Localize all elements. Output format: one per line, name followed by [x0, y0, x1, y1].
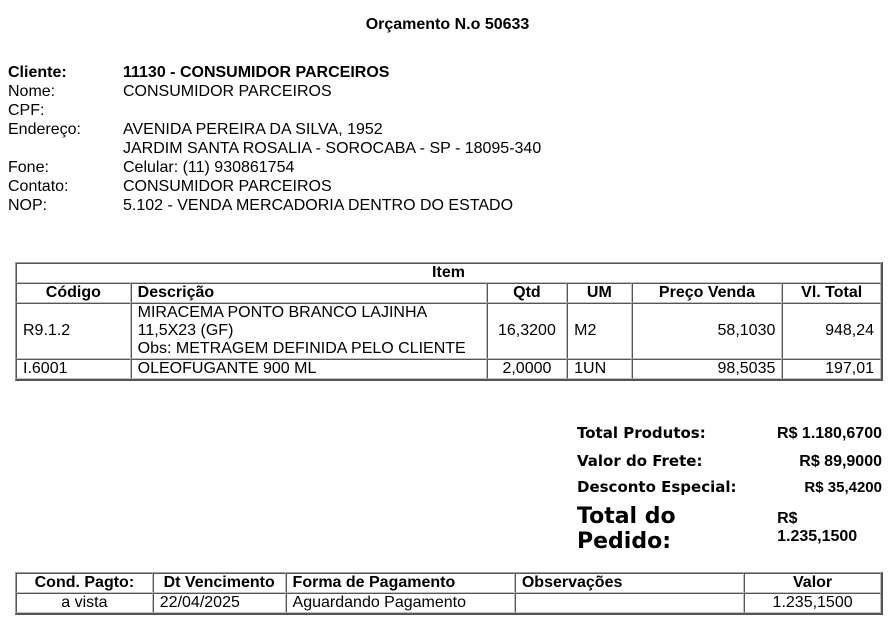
item-um: M2	[567, 303, 631, 359]
items-table	[15, 262, 883, 381]
header-forma-pagamento: Forma de Pagamento	[286, 573, 515, 593]
header-descricao: Descrição	[131, 283, 487, 303]
phone-value: Celular: (11) 930861754	[123, 159, 295, 176]
desconto-label: Desconto Especial:	[577, 478, 737, 496]
client-value: 11130 - CONSUMIDOR PARCEIROS	[123, 64, 390, 81]
nop-value: 5.102 - VENDA MERCADORIA DENTRO DO ESTADO	[123, 197, 514, 214]
item-description-line2: 11,5X23 (GF)	[137, 322, 234, 339]
address-line2: JARDIM SANTA ROSALIA - SOROCABA - SP - 18095-340	[123, 140, 542, 157]
header-codigo: Código	[16, 283, 131, 303]
item-total: 197,01	[782, 359, 881, 379]
nop-label: NOP:	[8, 197, 48, 214]
header-cond-pagto: Cond. Pagto:	[16, 573, 153, 593]
header-dt-vencimento: Dt Vencimento	[153, 573, 286, 593]
name-label: Nome:	[8, 83, 56, 100]
frete-row	[577, 452, 882, 478]
payment-cond: a vista	[16, 593, 153, 613]
table-row	[16, 303, 881, 359]
contact-row	[8, 177, 541, 196]
item-observation: Obs: METRAGEM DEFINIDA PELO CLIENTE	[137, 340, 466, 357]
item-description	[131, 303, 487, 359]
nop-row	[8, 196, 541, 215]
client-row	[8, 63, 541, 82]
header-qtd: Qtd	[487, 283, 567, 303]
item-total: 948,24	[782, 303, 881, 359]
item-preco: 98,5035	[632, 359, 783, 379]
cpf-label: CPF:	[8, 102, 45, 119]
payment-header-row	[16, 573, 881, 593]
table-row	[16, 593, 881, 613]
address-label: Endereço:	[8, 121, 81, 138]
header-um: UM	[567, 283, 631, 303]
address-row	[8, 120, 541, 139]
item-qtd: 16,3200	[487, 303, 567, 359]
address-row-2	[8, 139, 541, 158]
total-pedido-label: Total do Pedido:	[577, 504, 676, 554]
contact-value: CONSUMIDOR PARCEIROS	[123, 178, 332, 195]
items-caption: Item	[16, 263, 881, 283]
client-info	[8, 63, 541, 215]
item-preco: 58,1030	[632, 303, 783, 359]
frete-label: Valor do Frete:	[577, 452, 703, 470]
items-header-row	[16, 283, 881, 303]
item-description: OLEOFUGANTE 900 ML	[131, 359, 487, 379]
total-produtos-value: R$ 1.180,6700	[777, 425, 882, 442]
item-um: 1UN	[567, 359, 631, 379]
item-qtd: 2,0000	[487, 359, 567, 379]
header-preco-venda: Preço Venda	[632, 283, 783, 303]
total-pedido-row	[577, 504, 882, 554]
total-produtos-label: Total Produtos:	[577, 424, 706, 442]
desconto-row	[577, 478, 882, 504]
client-label: Cliente:	[8, 64, 67, 81]
frete-value: R$ 89,9000	[799, 453, 882, 470]
totals-summary	[577, 424, 882, 554]
document-title: Orçamento N.o 50633	[365, 16, 530, 33]
phone-label: Fone:	[8, 159, 49, 176]
payment-vencimento: 22/04/2025	[153, 593, 286, 613]
item-code: R9.1.2	[16, 303, 131, 359]
contact-label: Contato:	[8, 178, 69, 195]
item-description-line1: MIRACEMA PONTO BRANCO LAJINHA	[137, 304, 428, 321]
cpf-value	[123, 101, 541, 120]
payment-forma: Aguardando Pagamento	[286, 593, 515, 613]
header-valor: Valor	[744, 573, 881, 593]
desconto-value: R$ 35,4200	[804, 479, 882, 496]
name-row	[8, 82, 541, 101]
name-value: CONSUMIDOR PARCEIROS	[123, 83, 332, 100]
phone-row	[8, 158, 541, 177]
total-produtos-row	[577, 424, 882, 452]
address-line1: AVENIDA PEREIRA DA SILVA, 1952	[123, 121, 383, 138]
address-label-2	[8, 139, 123, 158]
payment-valor: 1.235,1500	[744, 593, 881, 613]
items-caption-row	[16, 263, 881, 283]
table-row	[16, 359, 881, 379]
total-pedido-value: R$ 1.235,1500	[777, 510, 858, 545]
header-observacoes: Observações	[515, 573, 744, 593]
payment-obs	[515, 593, 744, 613]
cpf-row	[8, 101, 541, 120]
item-code: I.6001	[16, 359, 131, 379]
header-vl-total: Vl. Total	[782, 283, 881, 303]
payment-table	[15, 572, 883, 615]
